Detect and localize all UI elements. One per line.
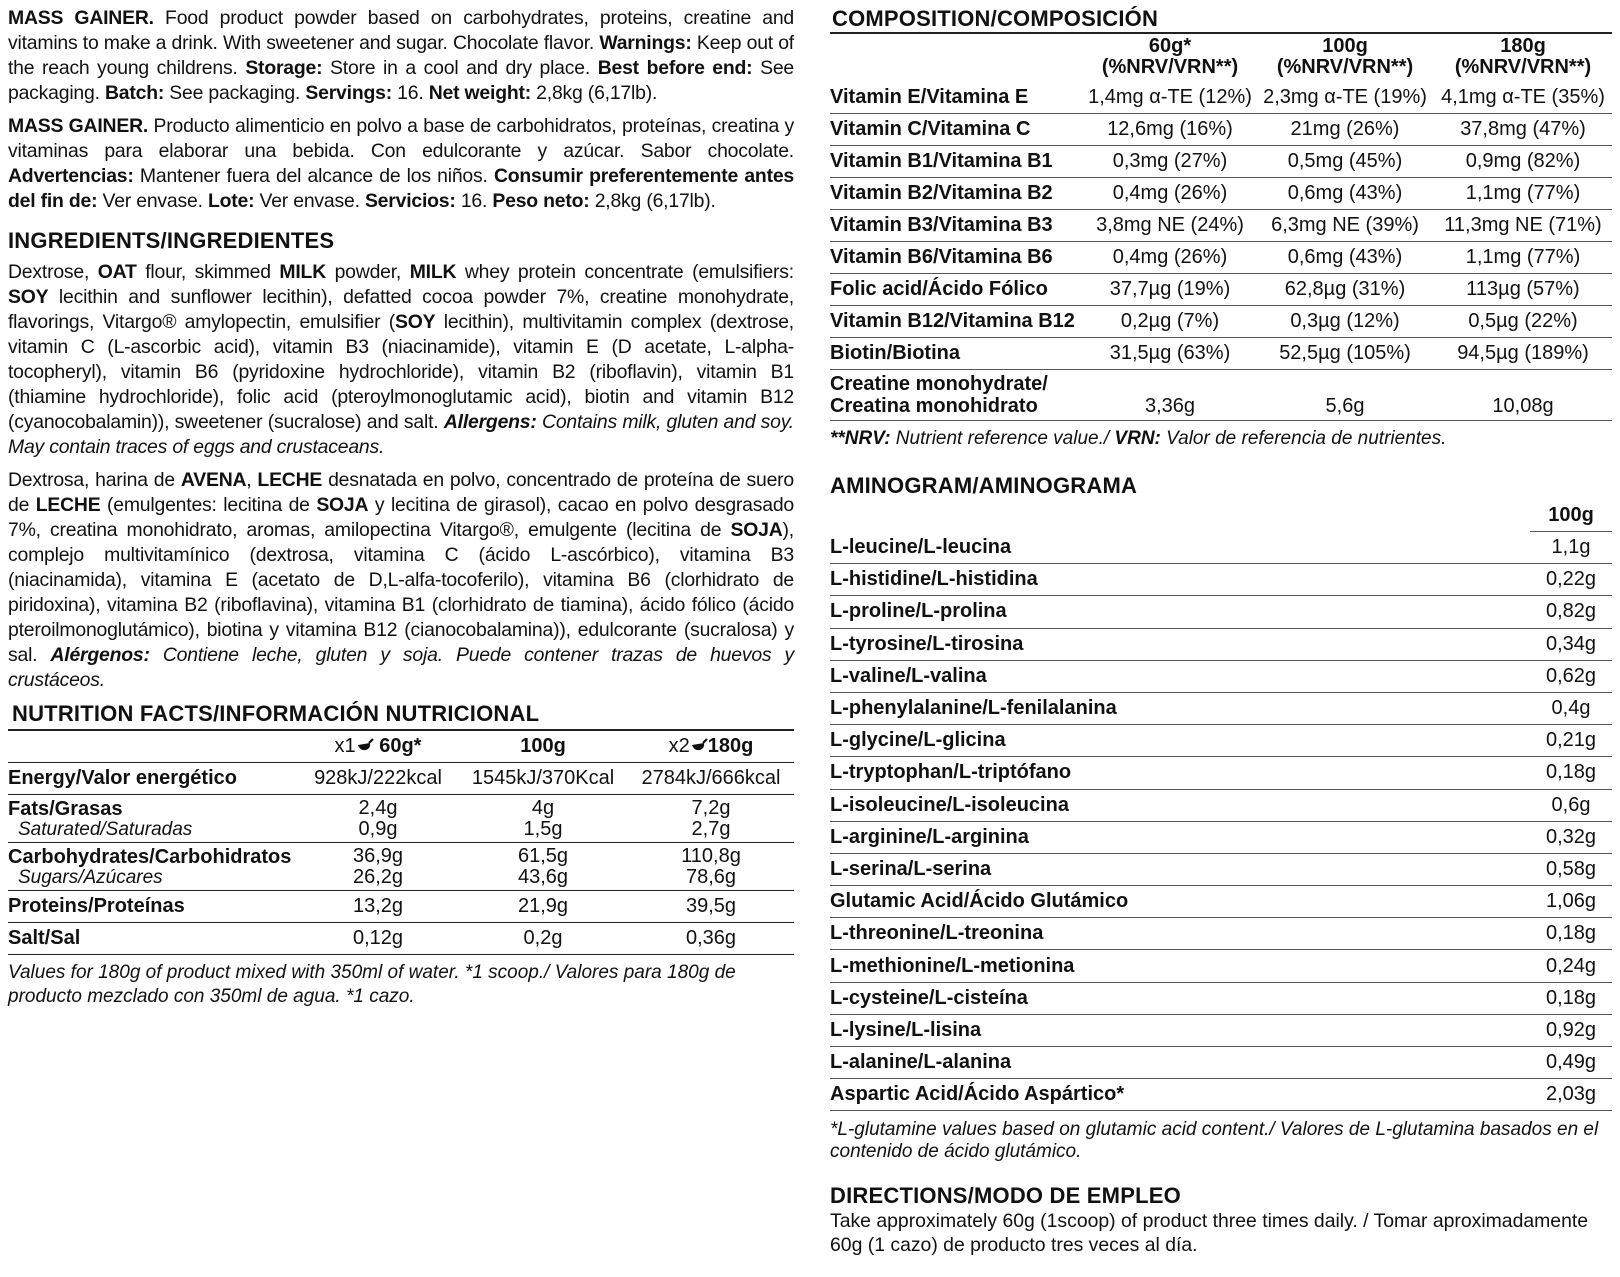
- composition-col-60g: 60g* (%NRV/VRN**): [1084, 33, 1256, 82]
- nutrition-value: 110,8g: [681, 844, 741, 867]
- aminogram-label: Aspartic Acid/Ácido Aspártico*: [830, 1079, 1530, 1111]
- aminogram-row: [830, 660, 1612, 692]
- nutrition-label: Carbohydrates/Carbohidratos: [8, 845, 292, 868]
- composition-value: 3,8mg NE (24%): [1084, 210, 1256, 242]
- aminogram-value: 0,4g: [1530, 692, 1612, 724]
- composition-label: Biotin/Biotina: [830, 338, 1084, 370]
- aminogram-label: Glutamic Acid/Ácido Glutámico: [830, 886, 1530, 918]
- composition-value: 21mg (26%): [1256, 114, 1434, 146]
- nutrition-header-row: [8, 730, 794, 763]
- aminogram-value: 0,22g: [1530, 564, 1612, 596]
- aminogram-row: [830, 1014, 1612, 1046]
- aminogram-row: [830, 853, 1612, 885]
- composition-value: 0,9mg (82%): [1434, 146, 1612, 178]
- nutrition-value: 0,2g: [458, 923, 628, 955]
- aminogram-value: 0,49g: [1530, 1047, 1612, 1079]
- nutrition-value: 21,9g: [458, 891, 628, 923]
- nutrition-value: 0,9g: [358, 817, 398, 840]
- composition-label: Vitamin C/Vitamina C: [830, 114, 1084, 146]
- composition-row: [830, 114, 1612, 146]
- aminogram-value: 1,1g: [1530, 532, 1612, 564]
- left-column: [8, 6, 794, 1009]
- aminogram-label: L-valine/L-valina: [830, 660, 1530, 692]
- nutrition-value: 2,7g: [691, 817, 731, 840]
- nutrition-value: 1545kJ/370Kcal: [458, 763, 628, 795]
- composition-label: Vitamin B6/Vitamina B6: [830, 242, 1084, 274]
- aminogram-label: L-histidine/L-histidina: [830, 564, 1530, 596]
- nutrition-value: 2,4g: [358, 796, 398, 819]
- composition-row: [830, 82, 1612, 114]
- composition-label: Vitamin B2/Vitamina B2: [830, 178, 1084, 210]
- aminogram-value: 0,62g: [1530, 660, 1612, 692]
- aminogram-value: 0,21g: [1530, 725, 1612, 757]
- nutrition-value: 4g: [531, 796, 555, 819]
- aminogram-value: 0,24g: [1530, 950, 1612, 982]
- ingredients-heading: INGREDIENTS/INGREDIENTES: [8, 228, 335, 253]
- composition-row: [830, 338, 1612, 370]
- aminogram-col-100g: 100g: [1530, 499, 1612, 532]
- ingredients-english: Dextrose, OAT flour, skimmed MILK powder, MILK whey protein concentrate (emulsifiers: SOY lecithin and sunflower lecithin), defatted cocoa powder 7%, creatine monohydrate, flavorings, Vitargo® amylopectin, emulsifier (SOY lecithin), multivitamin complex (dextrose, vitamin C (L-ascorbic acid), vitamin B3 (niacinamide), vitamin E (D acetate, L-alpha-tocopheryl), vitamin B6 (pyridoxine hydrochloride), vitamin B2 (riboflavin), vitamin B1 (thiamine hydrochloride), folic acid (pteroylmonoglutamic acid), biotin and vitamin B12 (cyanocobalamin)), sweetener (sucralose) and salt. Allergens: Contains milk, gluten and soy. May contain traces of eggs and crustaceans.: [8, 261, 794, 458]
- aminogram-value: 0,34g: [1530, 628, 1612, 660]
- nutrition-value: 43,6g: [517, 865, 569, 888]
- nutrition-header-blank: [8, 730, 298, 763]
- composition-row: [830, 146, 1612, 178]
- composition-value: 3,36g: [1084, 370, 1256, 421]
- composition-value: 1,4mg α-TE (12%): [1084, 82, 1256, 114]
- aminogram-row: [830, 564, 1612, 596]
- nutrition-value: 2784kJ/666kcal: [628, 763, 794, 795]
- composition-header-row: [830, 33, 1612, 82]
- nutrition-sublabel: Sugars/Azúcares: [18, 866, 163, 888]
- composition-value: 31,5µg (63%): [1084, 338, 1256, 370]
- composition-label: Vitamin E/Vitamina E: [830, 82, 1084, 114]
- scoop-icon: [690, 738, 708, 752]
- aminogram-row: [830, 596, 1612, 628]
- right-column: [830, 6, 1612, 1257]
- composition-row: [830, 210, 1612, 242]
- composition-value: 0,5mg (45%): [1256, 146, 1434, 178]
- composition-value: 0,2µg (7%): [1084, 306, 1256, 338]
- aminogram-value: 1,06g: [1530, 886, 1612, 918]
- composition-row-creatine: [830, 370, 1612, 421]
- nutrition-footnote: Values for 180g of product mixed with 350ml of water. *1 scoop./ Valores para 180g de producto mezclado con 350ml de agua. *1 cazo.: [8, 962, 736, 1007]
- nutrition-table: [8, 729, 794, 955]
- aminogram-label: L-cysteine/L-cisteína: [830, 982, 1530, 1014]
- composition-value: 0,6mg (43%): [1256, 178, 1434, 210]
- aminogram-row: [830, 789, 1612, 821]
- composition-table: [830, 32, 1612, 421]
- composition-value: 0,4mg (26%): [1084, 242, 1256, 274]
- composition-value: 1,1mg (77%): [1434, 242, 1612, 274]
- directions-heading: DIRECTIONS/MODO DE EMPLEO: [830, 1183, 1181, 1209]
- aminogram-row: [830, 1047, 1612, 1079]
- composition-label: Creatina monohidrato: [830, 395, 1038, 417]
- composition-footnote: **NRV: Nutrient reference value./ VRN: Valor de referencia de nutrientes.: [830, 428, 1447, 449]
- composition-label: Folic acid/Ácido Fólico: [830, 274, 1084, 306]
- aminogram-footnote: *L-glutamine values based on glutamic acid content./ Valores de L-glutamina basados en el contenido de ácido glutámico.: [830, 1119, 1599, 1163]
- nutrition-label: Fats/Grasas: [8, 797, 123, 820]
- composition-value: 0,4mg (26%): [1084, 178, 1256, 210]
- composition-label: Vitamin B12/Vitamina B12: [830, 306, 1084, 338]
- nutrition-row: [8, 891, 794, 923]
- composition-value: 52,5µg (105%): [1256, 338, 1434, 370]
- aminogram-label: L-threonine/L-treonina: [830, 918, 1530, 950]
- nutrition-col-60g: x1 60g*: [298, 730, 458, 763]
- composition-value: 0,3µg (12%): [1256, 306, 1434, 338]
- nutrition-row: [8, 843, 794, 891]
- aminogram-label: L-phenylalanine/L-fenilalanina: [830, 692, 1530, 724]
- aminogram-row: [830, 532, 1612, 564]
- aminogram-header-row: [830, 499, 1612, 532]
- aminogram-body: [830, 532, 1612, 1111]
- nutrition-row: [8, 763, 794, 795]
- nutrition-heading: NUTRITION FACTS/INFORMACIÓN NUTRICIONAL: [12, 701, 540, 726]
- composition-row: [830, 178, 1612, 210]
- aminogram-label: L-proline/L-prolina: [830, 596, 1530, 628]
- aminogram-label: L-alanine/L-alanina: [830, 1047, 1530, 1079]
- composition-value: 0,3mg (27%): [1084, 146, 1256, 178]
- aminogram-value: 0,32g: [1530, 821, 1612, 853]
- composition-value: 1,1mg (77%): [1434, 178, 1612, 210]
- nutrition-value: 928kJ/222kcal: [298, 763, 458, 795]
- nutrition-sublabel: Saturated/Saturadas: [18, 818, 193, 840]
- aminogram-value: 0,18g: [1530, 918, 1612, 950]
- nutrition-value: 78,6g: [685, 865, 737, 888]
- aminogram-value: 0,6g: [1530, 789, 1612, 821]
- nutrition-label: Proteins/Proteínas: [8, 891, 298, 923]
- aminogram-value: 0,18g: [1530, 757, 1612, 789]
- aminogram-value: 0,58g: [1530, 853, 1612, 885]
- directions-text: Take approximately 60g (1scoop) of product three times daily. / Tomar aproximadamente 60g (1 cazo) de producto tres veces al día.: [830, 1210, 1589, 1257]
- composition-label: Creatine monohydrate/: [830, 373, 1048, 395]
- aminogram-row: [830, 725, 1612, 757]
- composition-label: Vitamin B3/Vitamina B3: [830, 210, 1084, 242]
- nutrition-value: 0,36g: [628, 923, 794, 955]
- nutrition-label: Salt/Sal: [8, 923, 298, 955]
- composition-row: [830, 306, 1612, 338]
- nutrition-value: 0,12g: [298, 923, 458, 955]
- nutrition-value: 61,5g: [517, 844, 569, 867]
- aminogram-label: L-methionine/L-metionina: [830, 950, 1530, 982]
- aminogram-label: L-tyrosine/L-tirosina: [830, 628, 1530, 660]
- composition-value: 94,5µg (189%): [1434, 338, 1612, 370]
- nutrition-row: [8, 923, 794, 955]
- aminogram-value: 0,18g: [1530, 982, 1612, 1014]
- nutrition-col-100g: 100g: [458, 730, 628, 763]
- composition-value: 62,8µg (31%): [1256, 274, 1434, 306]
- aminogram-row: [830, 1079, 1612, 1111]
- nutrition-value: 13,2g: [298, 891, 458, 923]
- composition-row: [830, 274, 1612, 306]
- nutrition-value: 26,2g: [352, 865, 404, 888]
- composition-value: 12,6mg (16%): [1084, 114, 1256, 146]
- scoop-icon: [356, 738, 374, 752]
- composition-value: 0,6mg (43%): [1256, 242, 1434, 274]
- composition-value: 113µg (57%): [1434, 274, 1612, 306]
- aminogram-label: L-arginine/L-arginina: [830, 821, 1530, 853]
- nutrition-value: 7,2g: [691, 796, 731, 819]
- aminogram-row: [830, 757, 1612, 789]
- nutrition-col-180g: x2 180g: [628, 730, 794, 763]
- composition-label: Vitamin B1/Vitamina B1: [830, 146, 1084, 178]
- aminogram-row: [830, 950, 1612, 982]
- nutrition-section: [8, 701, 794, 1009]
- aminogram-row: [830, 886, 1612, 918]
- aminogram-label: L-leucine/L-leucina: [830, 532, 1530, 564]
- composition-value: 2,3mg α-TE (19%): [1256, 82, 1434, 114]
- ingredients-spanish: Dextrosa, harina de AVENA, LECHE desnatada en polvo, concentrado de proteína de suero de LECHE (emulgentes: lecitina de SOJA y lecitina de girasol), cacao en polvo desgrasado 7%, creatina monohidrato, aromas, amilopectina Vitargo®, emulgente (lecitina de SOJA), complejo multivitamínico (dextrosa, vitamina C (ácido L-ascórbico), vitamina B3 (niacinamida), vitamina E (acetato de D,L-alfa-tocoferilo), vitamina B6 (clorhidrato de piridoxina), vitamina B2 (riboflavina), vitamina B1 (clorhidrato de tiamina), ácido fólico (ácido pteroilmonoglutámico), biotina y vitamina B12 (cianocobalamina)), edulcorante (sucralosa) y sal. Alérgenos: Contiene leche, gluten y soja. Puede contener trazas de huevos y crustáceos.: [8, 469, 794, 691]
- aminogram-row: [830, 982, 1612, 1014]
- aminogram-row: [830, 821, 1612, 853]
- composition-value: 11,3mg NE (71%): [1434, 210, 1612, 242]
- composition-col-100g: 100g (%NRV/VRN**): [1256, 33, 1434, 82]
- intro-spanish: MASS GAINER. Producto alimenticio en polvo a base de carbohidratos, proteínas, creatina y vitaminas para elaborar una bebida. Con edulcorante y azúcar. Sabor chocolate. Advertencias: Mantener fuera del alcance de los niños. Consumir preferentemente antes del fin de: Ver envase. Lote: Ver envase. Servicios: 16. Peso neto: 2,8kg (6,17lb).: [8, 115, 795, 212]
- aminogram-row: [830, 628, 1612, 660]
- nutrition-value: 36,9g: [352, 844, 404, 867]
- composition-value: 6,3mg NE (39%): [1256, 210, 1434, 242]
- composition-row: [830, 242, 1612, 274]
- nutrition-row: [8, 795, 794, 843]
- composition-value: 5,6g: [1256, 370, 1434, 421]
- aminogram-value: 2,03g: [1530, 1079, 1612, 1111]
- aminogram-value: 0,92g: [1530, 1014, 1612, 1046]
- nutrition-value: 39,5g: [628, 891, 794, 923]
- composition-col-180g: 180g (%NRV/VRN**): [1434, 33, 1612, 82]
- composition-value: 4,1mg α-TE (35%): [1434, 82, 1612, 114]
- nutrition-value: 1,5g: [523, 817, 563, 840]
- aminogram-heading: AMINOGRAM/AMINOGRAMA: [830, 473, 1138, 498]
- aminogram-label: L-lysine/L-lisina: [830, 1014, 1530, 1046]
- nutrition-label: Energy/Valor energético: [8, 763, 298, 795]
- aminogram-table: [830, 499, 1612, 1111]
- aminogram-label: L-isoleucine/L-isoleucina: [830, 789, 1530, 821]
- composition-value: 0,5µg (22%): [1434, 306, 1612, 338]
- aminogram-label: L-serina/L-serina: [830, 853, 1530, 885]
- intro-english: MASS GAINER. Food product powder based on carbohydrates, proteins, creatine and vitamins to make a drink. With sweetener and sugar. Chocolate flavor. Warnings: Keep out of the reach young childrens. Storage: Store in a cool and dry place. Best before end: See packaging. Batch: See packaging. Servings: 16. Net weight: 2,8kg (6,17lb).: [8, 7, 795, 104]
- composition-value: 37,7µg (19%): [1084, 274, 1256, 306]
- aminogram-label: L-glycine/L-glicina: [830, 725, 1530, 757]
- aminogram-row: [830, 918, 1612, 950]
- aminogram-label: L-tryptophan/L-triptófano: [830, 757, 1530, 789]
- aminogram-row: [830, 692, 1612, 724]
- composition-heading: COMPOSITION/COMPOSICIÓN: [832, 6, 1159, 31]
- composition-value: 10,08g: [1434, 370, 1612, 421]
- composition-value: 37,8mg (47%): [1434, 114, 1612, 146]
- composition-body: [830, 82, 1612, 370]
- aminogram-value: 0,82g: [1530, 596, 1612, 628]
